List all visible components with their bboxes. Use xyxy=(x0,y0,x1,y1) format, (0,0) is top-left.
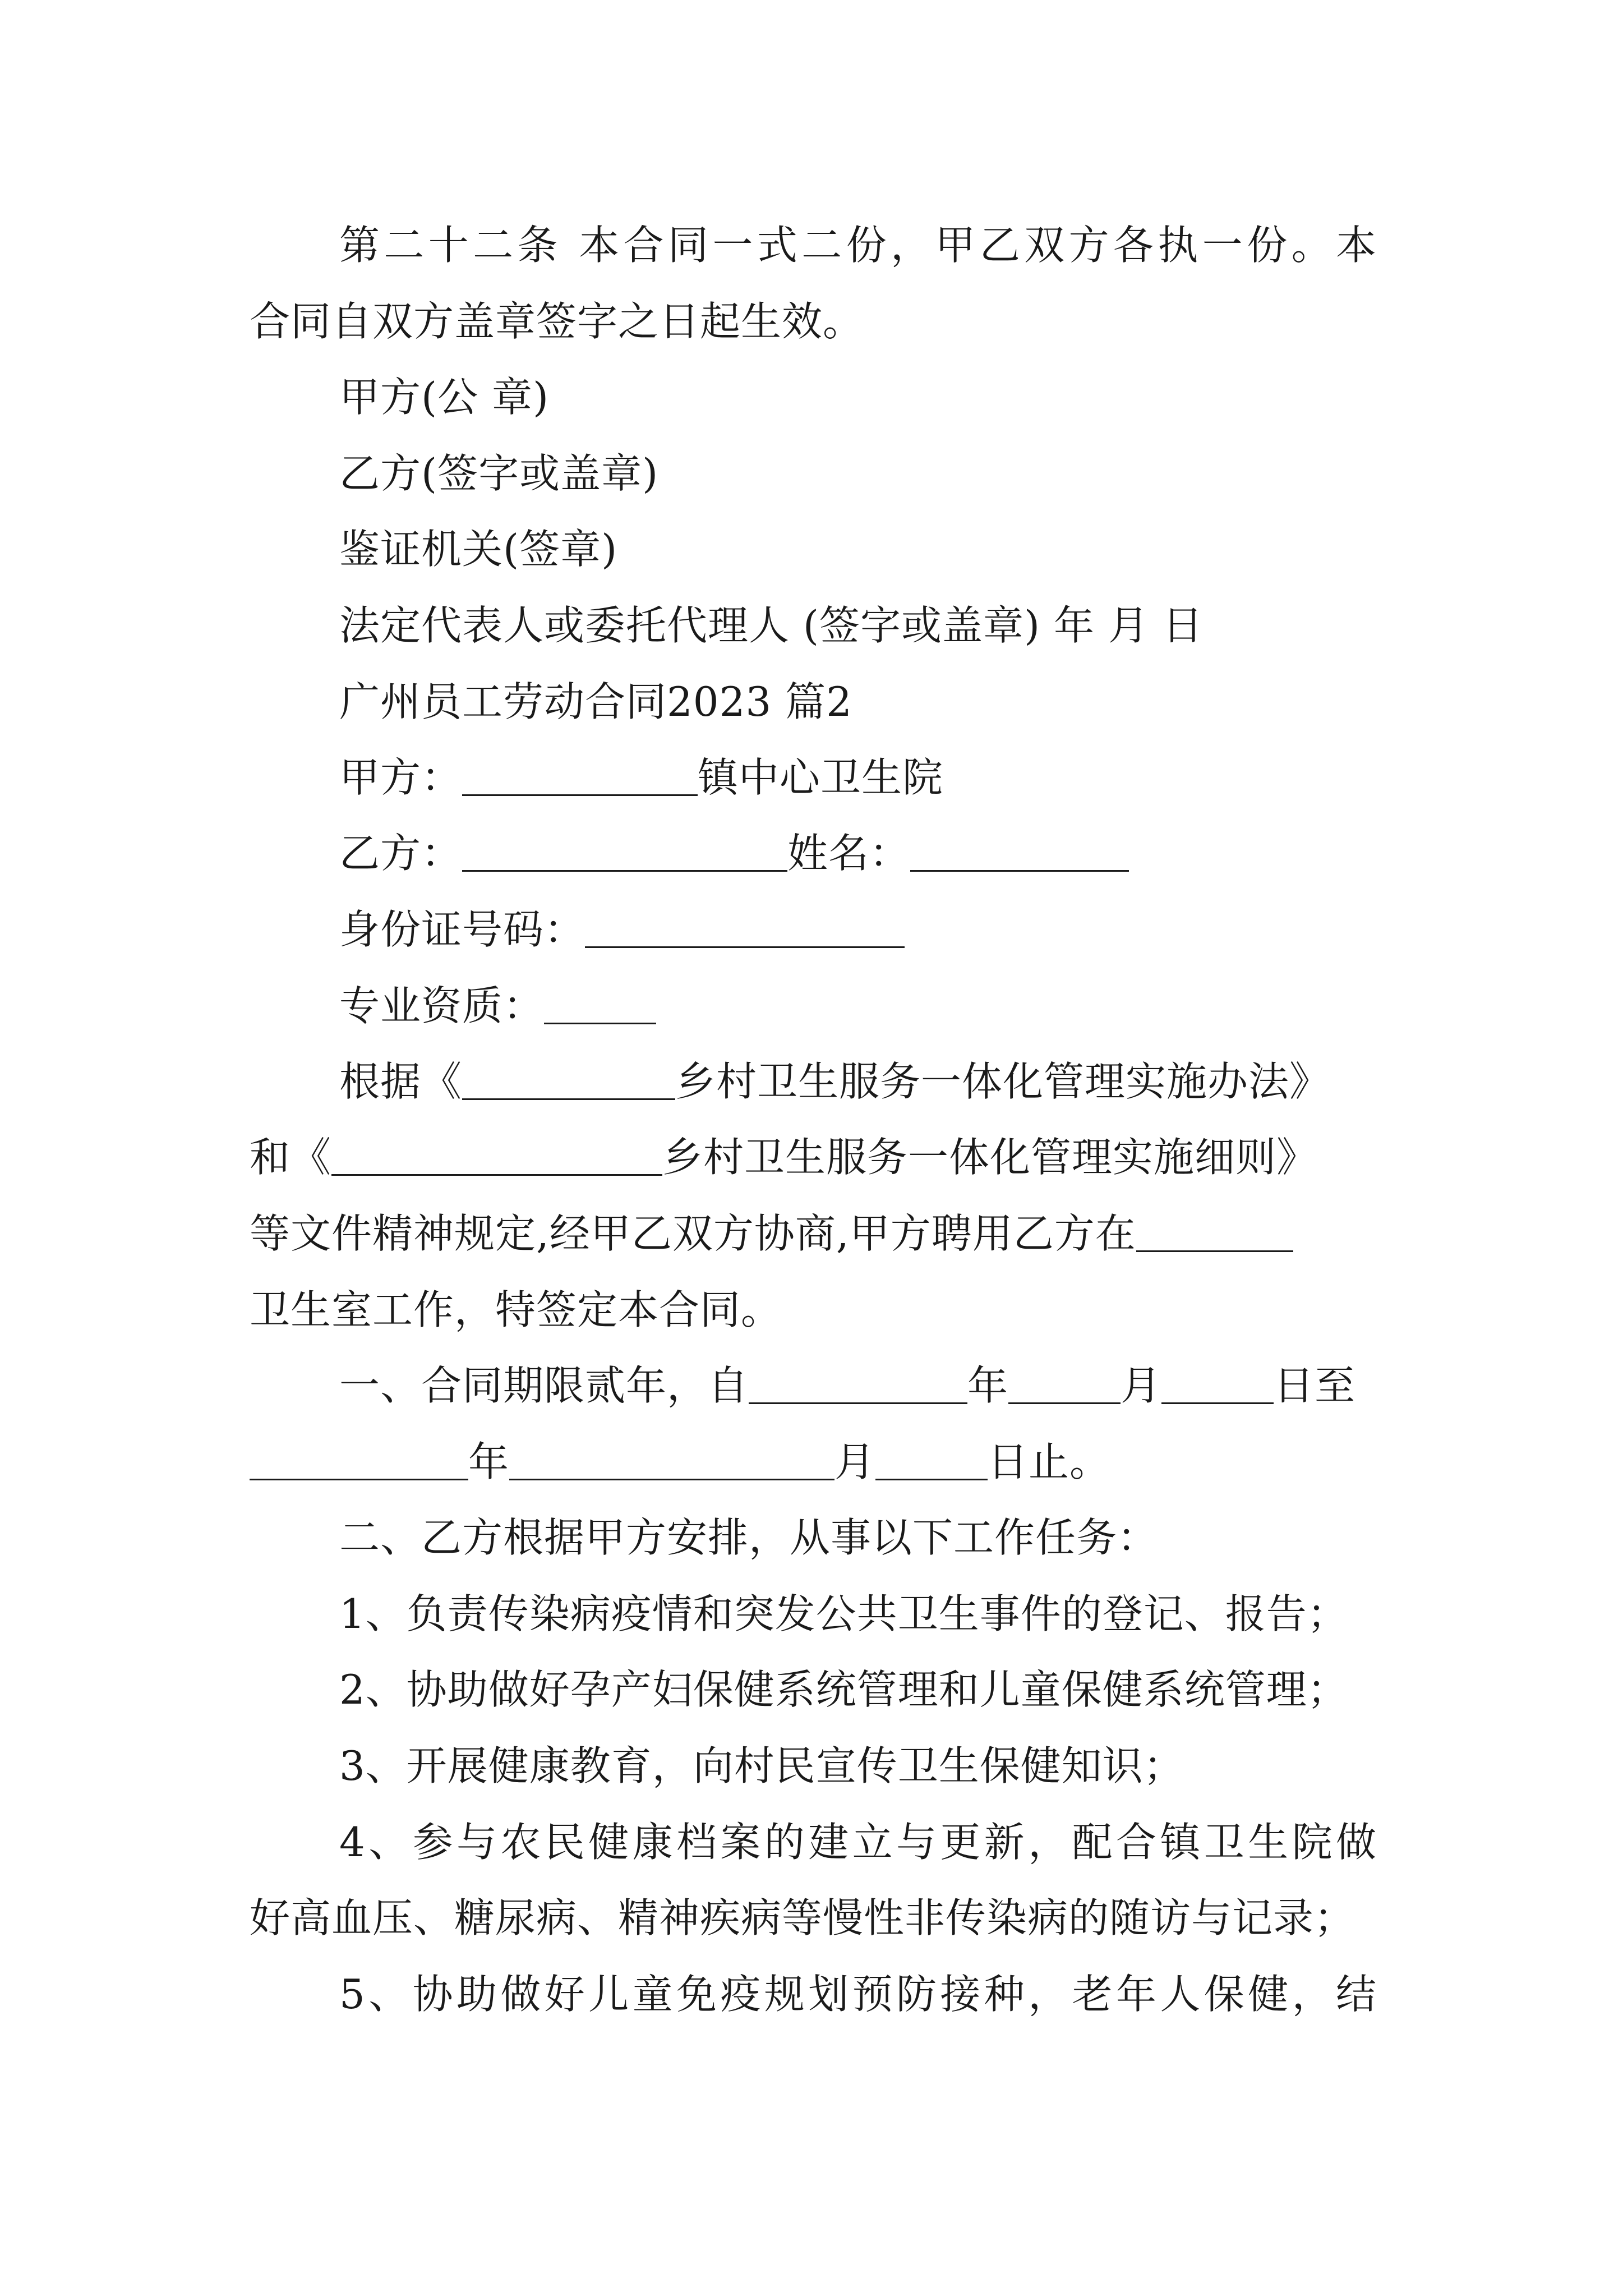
tasks-intro: 二、乙方根据甲方安排，从事以下工作任务： xyxy=(339,1514,1159,1561)
qualification-line xyxy=(250,972,1377,1039)
clinic-blank[interactable] xyxy=(1136,1210,1293,1252)
name-label: 姓名： xyxy=(787,830,911,877)
verification-authority: 鉴证机关(签章) xyxy=(339,526,618,573)
basis-line-2 xyxy=(250,1124,1377,1191)
basis-p1-suffix: 乡村卫生服务一体化管理实施办法》 xyxy=(675,1058,1331,1105)
task-item-5-line-1: 5、协助做好儿童免疫规划预防接种，老年人保健，结 xyxy=(339,1971,1377,2018)
term-day-blank[interactable] xyxy=(1161,1362,1274,1404)
party-a-suffix: 镇中心卫生院 xyxy=(698,754,944,801)
term-year-blank[interactable] xyxy=(749,1362,967,1404)
id-number-label: 身份证号码： xyxy=(339,906,585,953)
party-a-blank[interactable] xyxy=(462,754,698,796)
task-item-4-line-2: 好高血压、糖尿病、精神疾病等慢性非传染病的随访与记录； xyxy=(250,1894,1355,1941)
term-month: 月 xyxy=(1121,1362,1162,1409)
party-a-seal: 甲方(公 章) xyxy=(339,374,550,421)
basis-p2-suffix: 乡村卫生服务一体化管理实施细则》 xyxy=(662,1134,1318,1181)
name-blank[interactable] xyxy=(910,830,1129,872)
term-day-to: 日至 xyxy=(1274,1362,1356,1409)
term-line-1 xyxy=(250,1352,1377,1419)
basis-line-3 xyxy=(250,1200,1377,1267)
id-number-blank[interactable] xyxy=(585,906,905,948)
term-prefix: 一、合同期限贰年，自 xyxy=(339,1362,749,1409)
party-a-line xyxy=(250,744,1377,811)
clause-22-line-2: 合同自双方盖章签字之日起生效。 xyxy=(250,298,864,345)
clause-22-line-1: 第二十二条 本合同一式二份，甲乙双方各执一份。本 xyxy=(339,222,1377,269)
task-item-1: 1、负责传染病疫情和突发公共卫生事件的登记、报告； xyxy=(339,1590,1348,1637)
party-b-blank[interactable] xyxy=(462,830,787,872)
basis-p2-prefix: 和《 xyxy=(250,1134,332,1181)
basis-p3: 等文件精神规定,经甲乙双方协商,甲方聘用乙方在 xyxy=(250,1210,1136,1257)
term-line-2 xyxy=(250,1428,1377,1496)
basis-line-4: 卫生室工作，特签定本合同。 xyxy=(250,1286,782,1333)
term-end-month-blank[interactable] xyxy=(509,1438,834,1480)
qualification-blank[interactable] xyxy=(544,982,656,1024)
party-b-signature: 乙方(签字或盖章) xyxy=(339,450,659,497)
task-item-2: 2、协助做好孕产妇保健系统管理和儿童保健系统管理； xyxy=(339,1666,1348,1713)
term-month-blank[interactable] xyxy=(1008,1362,1121,1404)
qualification-label: 专业资质： xyxy=(339,982,545,1029)
term-year-2: 年 xyxy=(468,1438,510,1485)
legal-representative-line: 法定代表人或委托代理人 (签字或盖章) 年 月 日 xyxy=(339,602,1204,649)
basis-p1-prefix: 根据《 xyxy=(339,1058,463,1105)
party-b-label: 乙方： xyxy=(339,830,463,877)
term-year: 年 xyxy=(967,1362,1009,1409)
term-month-2: 月 xyxy=(834,1438,876,1485)
section-heading: 广州员工劳动合同2023 篇2 xyxy=(339,678,852,725)
term-end-day-blank[interactable] xyxy=(875,1438,988,1480)
basis-line-1 xyxy=(250,1048,1377,1115)
term-end-year-blank[interactable] xyxy=(250,1438,468,1480)
id-number-line xyxy=(250,896,1377,963)
party-a-label: 甲方： xyxy=(339,754,463,801)
term-day-end: 日止。 xyxy=(988,1438,1111,1485)
task-item-4-line-1: 4、参与农民健康档案的建立与更新，配合镇卫生院做 xyxy=(339,1819,1377,1866)
basis-blank-1[interactable] xyxy=(462,1058,675,1100)
basis-blank-2[interactable] xyxy=(331,1134,662,1176)
party-b-line xyxy=(250,820,1377,887)
task-item-3: 3、开展健康教育，向村民宣传卫生保健知识； xyxy=(339,1742,1184,1789)
